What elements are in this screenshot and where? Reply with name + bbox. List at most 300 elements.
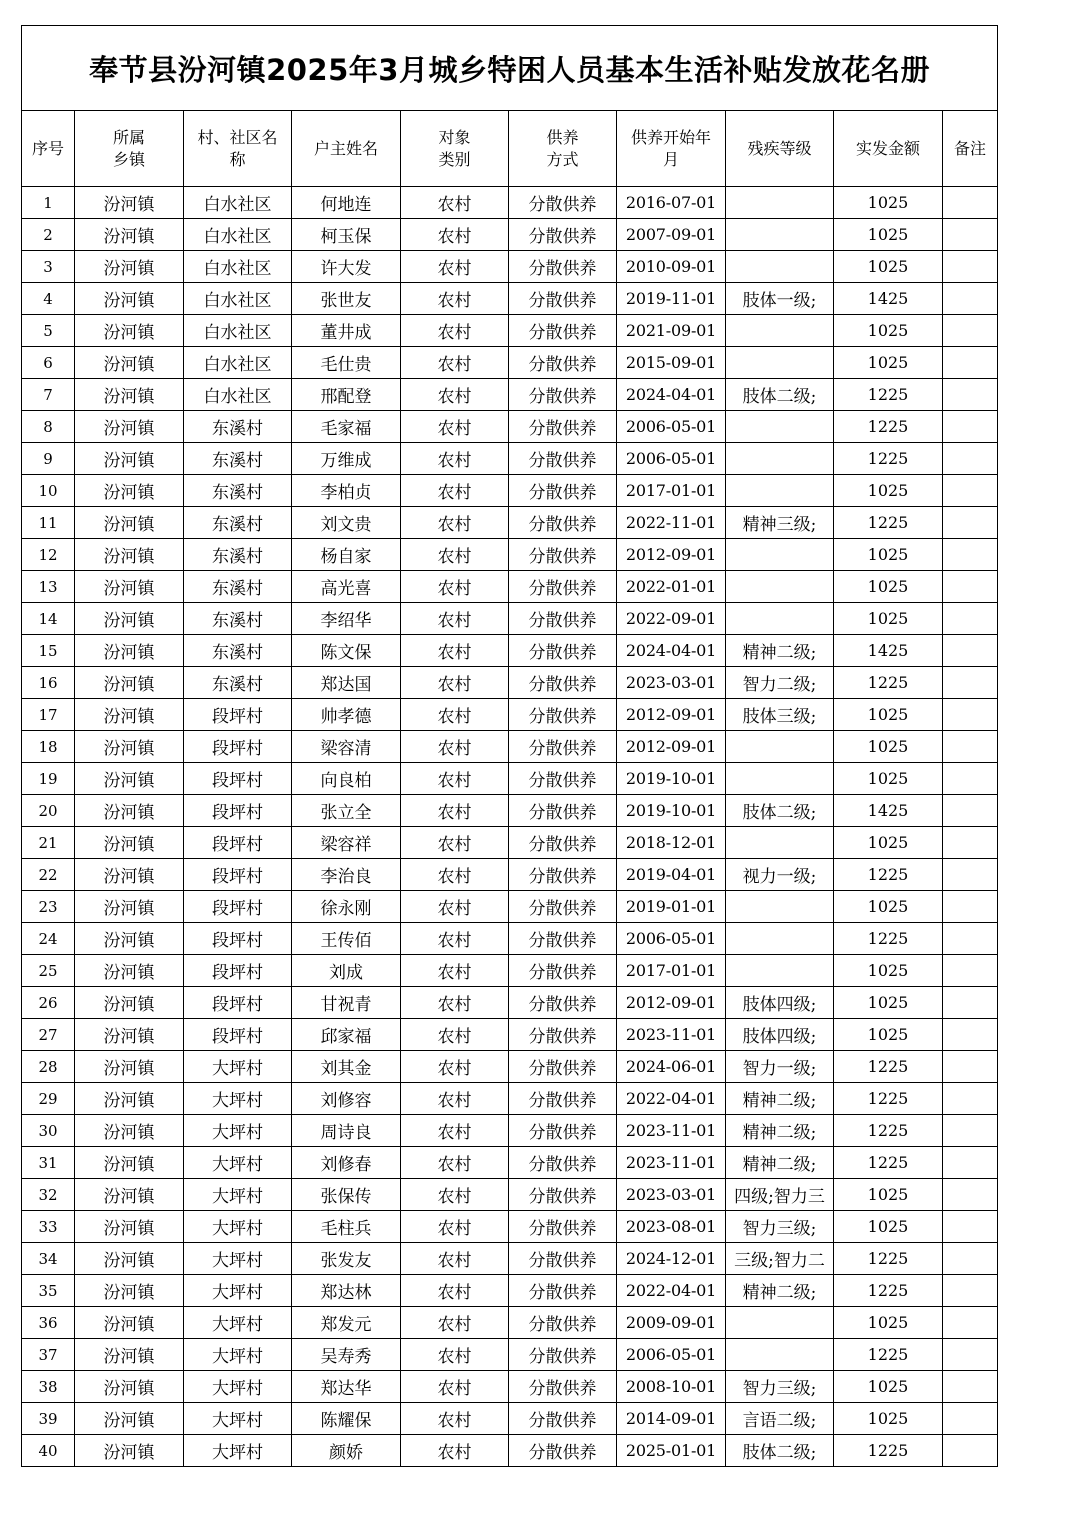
- row-note: [943, 315, 998, 347]
- row-householder: 毛家福: [292, 411, 401, 443]
- row-amount: 1425: [834, 635, 943, 667]
- row-village: 段坪村: [184, 795, 292, 827]
- row-village: 大坪村: [184, 1371, 292, 1403]
- row-town: 汾河镇: [75, 475, 184, 507]
- row-note: [943, 1115, 998, 1147]
- row-category: 农村: [401, 379, 509, 411]
- row-village: 大坪村: [184, 1403, 292, 1435]
- row-category: 农村: [401, 475, 509, 507]
- row-village: 段坪村: [184, 859, 292, 891]
- table-row: [22, 1435, 998, 1467]
- table-row: [22, 283, 998, 315]
- row-amount: 1025: [834, 1211, 943, 1243]
- row-disability: [726, 187, 834, 219]
- row-amount: 1025: [834, 763, 943, 795]
- row-amount: 1025: [834, 1019, 943, 1051]
- row-householder: 吴寿秀: [292, 1339, 401, 1371]
- row-support-mode: 分散供养: [509, 987, 617, 1019]
- row-village: 大坪村: [184, 1051, 292, 1083]
- row-category: 农村: [401, 1435, 509, 1467]
- row-amount: 1225: [834, 507, 943, 539]
- row-disability: 肢体四级;: [726, 987, 834, 1019]
- row-support-mode: 分散供养: [509, 955, 617, 987]
- row-disability: 视力一级;: [726, 859, 834, 891]
- row-householder: 刘成: [292, 955, 401, 987]
- row-disability: 精神二级;: [726, 1115, 834, 1147]
- row-start-date: 2019-01-01: [617, 891, 726, 923]
- row-support-mode: 分散供养: [509, 891, 617, 923]
- row-householder: 梁容清: [292, 731, 401, 763]
- header-start: 供养开始年 月: [617, 111, 726, 187]
- header-row: [22, 111, 998, 187]
- row-category: 农村: [401, 539, 509, 571]
- row-amount: 1025: [834, 891, 943, 923]
- row-amount: 1225: [834, 1051, 943, 1083]
- row-number: 29: [22, 1083, 75, 1115]
- row-category: 农村: [401, 1147, 509, 1179]
- table-row: [22, 571, 998, 603]
- row-village: 白水社区: [184, 219, 292, 251]
- row-number: 12: [22, 539, 75, 571]
- row-amount: 1025: [834, 187, 943, 219]
- table-row: [22, 1179, 998, 1211]
- row-town: 汾河镇: [75, 1019, 184, 1051]
- row-note: [943, 1211, 998, 1243]
- header-note: 备注: [943, 111, 998, 187]
- row-note: [943, 635, 998, 667]
- row-number: 30: [22, 1115, 75, 1147]
- table-row: [22, 219, 998, 251]
- row-support-mode: 分散供养: [509, 411, 617, 443]
- row-disability: [726, 763, 834, 795]
- row-town: 汾河镇: [75, 347, 184, 379]
- row-village: 大坪村: [184, 1147, 292, 1179]
- row-householder: 董井成: [292, 315, 401, 347]
- row-start-date: 2017-01-01: [617, 475, 726, 507]
- row-category: 农村: [401, 1275, 509, 1307]
- row-village: 东溪村: [184, 635, 292, 667]
- row-amount: 1025: [834, 219, 943, 251]
- row-amount: 1025: [834, 251, 943, 283]
- table-row: [22, 1275, 998, 1307]
- page-title: 奉节县汾河镇2025年3月城乡特困人员基本生活补贴发放花名册: [22, 26, 998, 111]
- row-number: 20: [22, 795, 75, 827]
- row-householder: 甘祝青: [292, 987, 401, 1019]
- row-support-mode: 分散供养: [509, 1243, 617, 1275]
- table-row: [22, 1115, 998, 1147]
- row-disability: 言语二级;: [726, 1403, 834, 1435]
- row-note: [943, 603, 998, 635]
- row-householder: 张发友: [292, 1243, 401, 1275]
- row-number: 8: [22, 411, 75, 443]
- table-row: [22, 539, 998, 571]
- table-row: [22, 987, 998, 1019]
- row-amount: 1025: [834, 315, 943, 347]
- row-category: 农村: [401, 1371, 509, 1403]
- row-number: 35: [22, 1275, 75, 1307]
- row-householder: 陈耀保: [292, 1403, 401, 1435]
- row-start-date: 2019-10-01: [617, 795, 726, 827]
- row-village: 东溪村: [184, 443, 292, 475]
- row-support-mode: 分散供养: [509, 763, 617, 795]
- row-householder: 刘文贵: [292, 507, 401, 539]
- row-category: 农村: [401, 827, 509, 859]
- row-start-date: 2023-03-01: [617, 1179, 726, 1211]
- row-town: 汾河镇: [75, 539, 184, 571]
- row-amount: 1025: [834, 571, 943, 603]
- row-start-date: 2023-11-01: [617, 1115, 726, 1147]
- row-note: [943, 347, 998, 379]
- row-householder: 许大发: [292, 251, 401, 283]
- row-start-date: 2012-09-01: [617, 539, 726, 571]
- row-note: [943, 187, 998, 219]
- row-note: [943, 827, 998, 859]
- row-amount: 1225: [834, 1147, 943, 1179]
- row-disability: 精神三级;: [726, 507, 834, 539]
- row-support-mode: 分散供养: [509, 1019, 617, 1051]
- row-town: 汾河镇: [75, 1115, 184, 1147]
- row-town: 汾河镇: [75, 795, 184, 827]
- row-amount: 1225: [834, 923, 943, 955]
- row-start-date: 2022-09-01: [617, 603, 726, 635]
- row-disability: [726, 571, 834, 603]
- row-start-date: 2019-11-01: [617, 283, 726, 315]
- row-support-mode: 分散供养: [509, 1307, 617, 1339]
- row-start-date: 2017-01-01: [617, 955, 726, 987]
- row-note: [943, 379, 998, 411]
- row-village: 东溪村: [184, 571, 292, 603]
- table-row: [22, 347, 998, 379]
- row-town: 汾河镇: [75, 219, 184, 251]
- table-row: [22, 251, 998, 283]
- row-town: 汾河镇: [75, 1147, 184, 1179]
- row-number: 15: [22, 635, 75, 667]
- row-start-date: 2006-05-01: [617, 443, 726, 475]
- row-householder: 向良柏: [292, 763, 401, 795]
- row-town: 汾河镇: [75, 635, 184, 667]
- row-start-date: 2022-04-01: [617, 1083, 726, 1115]
- row-category: 农村: [401, 1307, 509, 1339]
- row-village: 东溪村: [184, 667, 292, 699]
- row-number: 26: [22, 987, 75, 1019]
- table-row: [22, 475, 998, 507]
- row-householder: 徐永刚: [292, 891, 401, 923]
- row-start-date: 2022-04-01: [617, 1275, 726, 1307]
- row-disability: [726, 731, 834, 763]
- row-category: 农村: [401, 1019, 509, 1051]
- table-row: [22, 667, 998, 699]
- row-start-date: 2008-10-01: [617, 1371, 726, 1403]
- row-village: 大坪村: [184, 1275, 292, 1307]
- row-householder: 刘修容: [292, 1083, 401, 1115]
- row-amount: 1025: [834, 699, 943, 731]
- row-support-mode: 分散供养: [509, 1403, 617, 1435]
- row-number: 21: [22, 827, 75, 859]
- row-number: 39: [22, 1403, 75, 1435]
- row-village: 东溪村: [184, 539, 292, 571]
- row-village: 大坪村: [184, 1435, 292, 1467]
- row-support-mode: 分散供养: [509, 475, 617, 507]
- row-category: 农村: [401, 315, 509, 347]
- row-householder: 毛柱兵: [292, 1211, 401, 1243]
- row-town: 汾河镇: [75, 859, 184, 891]
- row-start-date: 2012-09-01: [617, 731, 726, 763]
- table-row: [22, 891, 998, 923]
- row-support-mode: 分散供养: [509, 827, 617, 859]
- table-body: [22, 187, 998, 1467]
- table-row: [22, 187, 998, 219]
- row-amount: 1225: [834, 667, 943, 699]
- row-town: 汾河镇: [75, 571, 184, 603]
- row-disability: 精神二级;: [726, 1083, 834, 1115]
- table-row: [22, 379, 998, 411]
- row-number: 23: [22, 891, 75, 923]
- row-number: 28: [22, 1051, 75, 1083]
- header-name: 户主姓名: [292, 111, 401, 187]
- row-amount: 1225: [834, 443, 943, 475]
- row-disability: 肢体三级;: [726, 699, 834, 731]
- table-row: [22, 1211, 998, 1243]
- row-amount: 1025: [834, 603, 943, 635]
- row-number: 38: [22, 1371, 75, 1403]
- row-householder: 李绍华: [292, 603, 401, 635]
- table-row: [22, 315, 998, 347]
- row-start-date: 2019-10-01: [617, 763, 726, 795]
- row-village: 东溪村: [184, 411, 292, 443]
- row-town: 汾河镇: [75, 411, 184, 443]
- row-village: 大坪村: [184, 1307, 292, 1339]
- row-number: 31: [22, 1147, 75, 1179]
- roster-table: [21, 25, 998, 1467]
- row-amount: 1025: [834, 731, 943, 763]
- row-householder: 梁容祥: [292, 827, 401, 859]
- row-category: 农村: [401, 667, 509, 699]
- row-category: 农村: [401, 347, 509, 379]
- row-category: 农村: [401, 283, 509, 315]
- row-support-mode: 分散供养: [509, 1339, 617, 1371]
- table-row: [22, 635, 998, 667]
- row-support-mode: 分散供养: [509, 699, 617, 731]
- row-support-mode: 分散供养: [509, 1371, 617, 1403]
- row-start-date: 2024-12-01: [617, 1243, 726, 1275]
- row-category: 农村: [401, 443, 509, 475]
- row-start-date: 2015-09-01: [617, 347, 726, 379]
- row-category: 农村: [401, 219, 509, 251]
- header-mode: 供养 方式: [509, 111, 617, 187]
- row-start-date: 2023-11-01: [617, 1019, 726, 1051]
- row-disability: [726, 443, 834, 475]
- row-support-mode: 分散供养: [509, 795, 617, 827]
- row-amount: 1425: [834, 283, 943, 315]
- row-amount: 1025: [834, 987, 943, 1019]
- row-start-date: 2019-04-01: [617, 859, 726, 891]
- row-village: 白水社区: [184, 283, 292, 315]
- row-village: 白水社区: [184, 315, 292, 347]
- row-amount: 1025: [834, 475, 943, 507]
- row-start-date: 2022-11-01: [617, 507, 726, 539]
- row-category: 农村: [401, 1115, 509, 1147]
- row-householder: 帅孝德: [292, 699, 401, 731]
- row-number: 6: [22, 347, 75, 379]
- row-householder: 何地连: [292, 187, 401, 219]
- row-householder: 李柏贞: [292, 475, 401, 507]
- row-note: [943, 1179, 998, 1211]
- row-village: 段坪村: [184, 763, 292, 795]
- row-number: 24: [22, 923, 75, 955]
- header-village: 村、社区名 称: [184, 111, 292, 187]
- row-number: 4: [22, 283, 75, 315]
- row-support-mode: 分散供养: [509, 283, 617, 315]
- row-category: 农村: [401, 1051, 509, 1083]
- row-number: 33: [22, 1211, 75, 1243]
- row-number: 14: [22, 603, 75, 635]
- row-start-date: 2021-09-01: [617, 315, 726, 347]
- row-disability: [726, 539, 834, 571]
- row-start-date: 2024-04-01: [617, 379, 726, 411]
- row-amount: 1025: [834, 347, 943, 379]
- row-amount: 1225: [834, 1339, 943, 1371]
- row-support-mode: 分散供养: [509, 1275, 617, 1307]
- row-disability: [726, 347, 834, 379]
- row-disability: 精神二级;: [726, 1275, 834, 1307]
- row-householder: 张保传: [292, 1179, 401, 1211]
- row-householder: 刘其金: [292, 1051, 401, 1083]
- row-support-mode: 分散供养: [509, 923, 617, 955]
- row-householder: 毛仕贵: [292, 347, 401, 379]
- row-category: 农村: [401, 763, 509, 795]
- row-support-mode: 分散供养: [509, 1435, 617, 1467]
- row-village: 大坪村: [184, 1083, 292, 1115]
- row-amount: 1025: [834, 1371, 943, 1403]
- row-village: 段坪村: [184, 987, 292, 1019]
- row-start-date: 2018-12-01: [617, 827, 726, 859]
- row-number: 32: [22, 1179, 75, 1211]
- row-support-mode: 分散供养: [509, 539, 617, 571]
- row-category: 农村: [401, 795, 509, 827]
- row-number: 25: [22, 955, 75, 987]
- row-number: 10: [22, 475, 75, 507]
- row-town: 汾河镇: [75, 251, 184, 283]
- row-disability: [726, 1307, 834, 1339]
- row-town: 汾河镇: [75, 827, 184, 859]
- row-disability: [726, 1339, 834, 1371]
- row-disability: [726, 923, 834, 955]
- row-category: 农村: [401, 731, 509, 763]
- row-village: 段坪村: [184, 1019, 292, 1051]
- row-note: [943, 219, 998, 251]
- row-support-mode: 分散供养: [509, 507, 617, 539]
- row-category: 农村: [401, 1211, 509, 1243]
- row-category: 农村: [401, 859, 509, 891]
- row-note: [943, 571, 998, 603]
- row-note: [943, 731, 998, 763]
- table-row: [22, 763, 998, 795]
- row-disability: 肢体四级;: [726, 1019, 834, 1051]
- row-number: 2: [22, 219, 75, 251]
- row-support-mode: 分散供养: [509, 1179, 617, 1211]
- row-note: [943, 1019, 998, 1051]
- row-amount: 1225: [834, 411, 943, 443]
- row-support-mode: 分散供养: [509, 219, 617, 251]
- row-category: 农村: [401, 1403, 509, 1435]
- row-support-mode: 分散供养: [509, 379, 617, 411]
- row-householder: 郑达林: [292, 1275, 401, 1307]
- table-row: [22, 731, 998, 763]
- table-row: [22, 1371, 998, 1403]
- row-amount: 1025: [834, 955, 943, 987]
- table-row: [22, 795, 998, 827]
- row-category: 农村: [401, 1339, 509, 1371]
- table-row: [22, 1051, 998, 1083]
- row-town: 汾河镇: [75, 891, 184, 923]
- header-type: 对象 类别: [401, 111, 509, 187]
- row-category: 农村: [401, 1083, 509, 1115]
- row-householder: 郑发元: [292, 1307, 401, 1339]
- row-town: 汾河镇: [75, 699, 184, 731]
- row-householder: 郑达华: [292, 1371, 401, 1403]
- row-category: 农村: [401, 251, 509, 283]
- row-note: [943, 1275, 998, 1307]
- row-number: 11: [22, 507, 75, 539]
- header-no: 序号: [22, 111, 75, 187]
- row-number: 18: [22, 731, 75, 763]
- row-number: 37: [22, 1339, 75, 1371]
- row-start-date: 2006-05-01: [617, 411, 726, 443]
- row-amount: 1025: [834, 1403, 943, 1435]
- row-support-mode: 分散供养: [509, 315, 617, 347]
- row-town: 汾河镇: [75, 443, 184, 475]
- row-start-date: 2006-05-01: [617, 1339, 726, 1371]
- row-householder: 杨自家: [292, 539, 401, 571]
- row-householder: 李治良: [292, 859, 401, 891]
- row-town: 汾河镇: [75, 1083, 184, 1115]
- row-start-date: 2010-09-01: [617, 251, 726, 283]
- row-village: 东溪村: [184, 603, 292, 635]
- row-town: 汾河镇: [75, 1179, 184, 1211]
- row-householder: 刘修春: [292, 1147, 401, 1179]
- row-town: 汾河镇: [75, 1403, 184, 1435]
- row-householder: 颜娇: [292, 1435, 401, 1467]
- row-category: 农村: [401, 635, 509, 667]
- row-village: 段坪村: [184, 731, 292, 763]
- row-start-date: 2022-01-01: [617, 571, 726, 603]
- row-town: 汾河镇: [75, 763, 184, 795]
- row-householder: 周诗良: [292, 1115, 401, 1147]
- row-disability: [726, 315, 834, 347]
- row-number: 16: [22, 667, 75, 699]
- row-householder: 张立全: [292, 795, 401, 827]
- row-householder: 邱家福: [292, 1019, 401, 1051]
- row-category: 农村: [401, 699, 509, 731]
- row-category: 农村: [401, 987, 509, 1019]
- row-support-mode: 分散供养: [509, 571, 617, 603]
- row-disability: 三级;智力二: [726, 1243, 834, 1275]
- row-village: 段坪村: [184, 827, 292, 859]
- row-category: 农村: [401, 411, 509, 443]
- row-support-mode: 分散供养: [509, 1051, 617, 1083]
- row-householder: 王传佰: [292, 923, 401, 955]
- row-town: 汾河镇: [75, 1275, 184, 1307]
- row-note: [943, 987, 998, 1019]
- table-row: [22, 1083, 998, 1115]
- row-category: 农村: [401, 923, 509, 955]
- row-disability: 四级;智力三: [726, 1179, 834, 1211]
- row-disability: [726, 475, 834, 507]
- row-village: 大坪村: [184, 1211, 292, 1243]
- row-town: 汾河镇: [75, 603, 184, 635]
- row-disability: [726, 891, 834, 923]
- row-start-date: 2023-03-01: [617, 667, 726, 699]
